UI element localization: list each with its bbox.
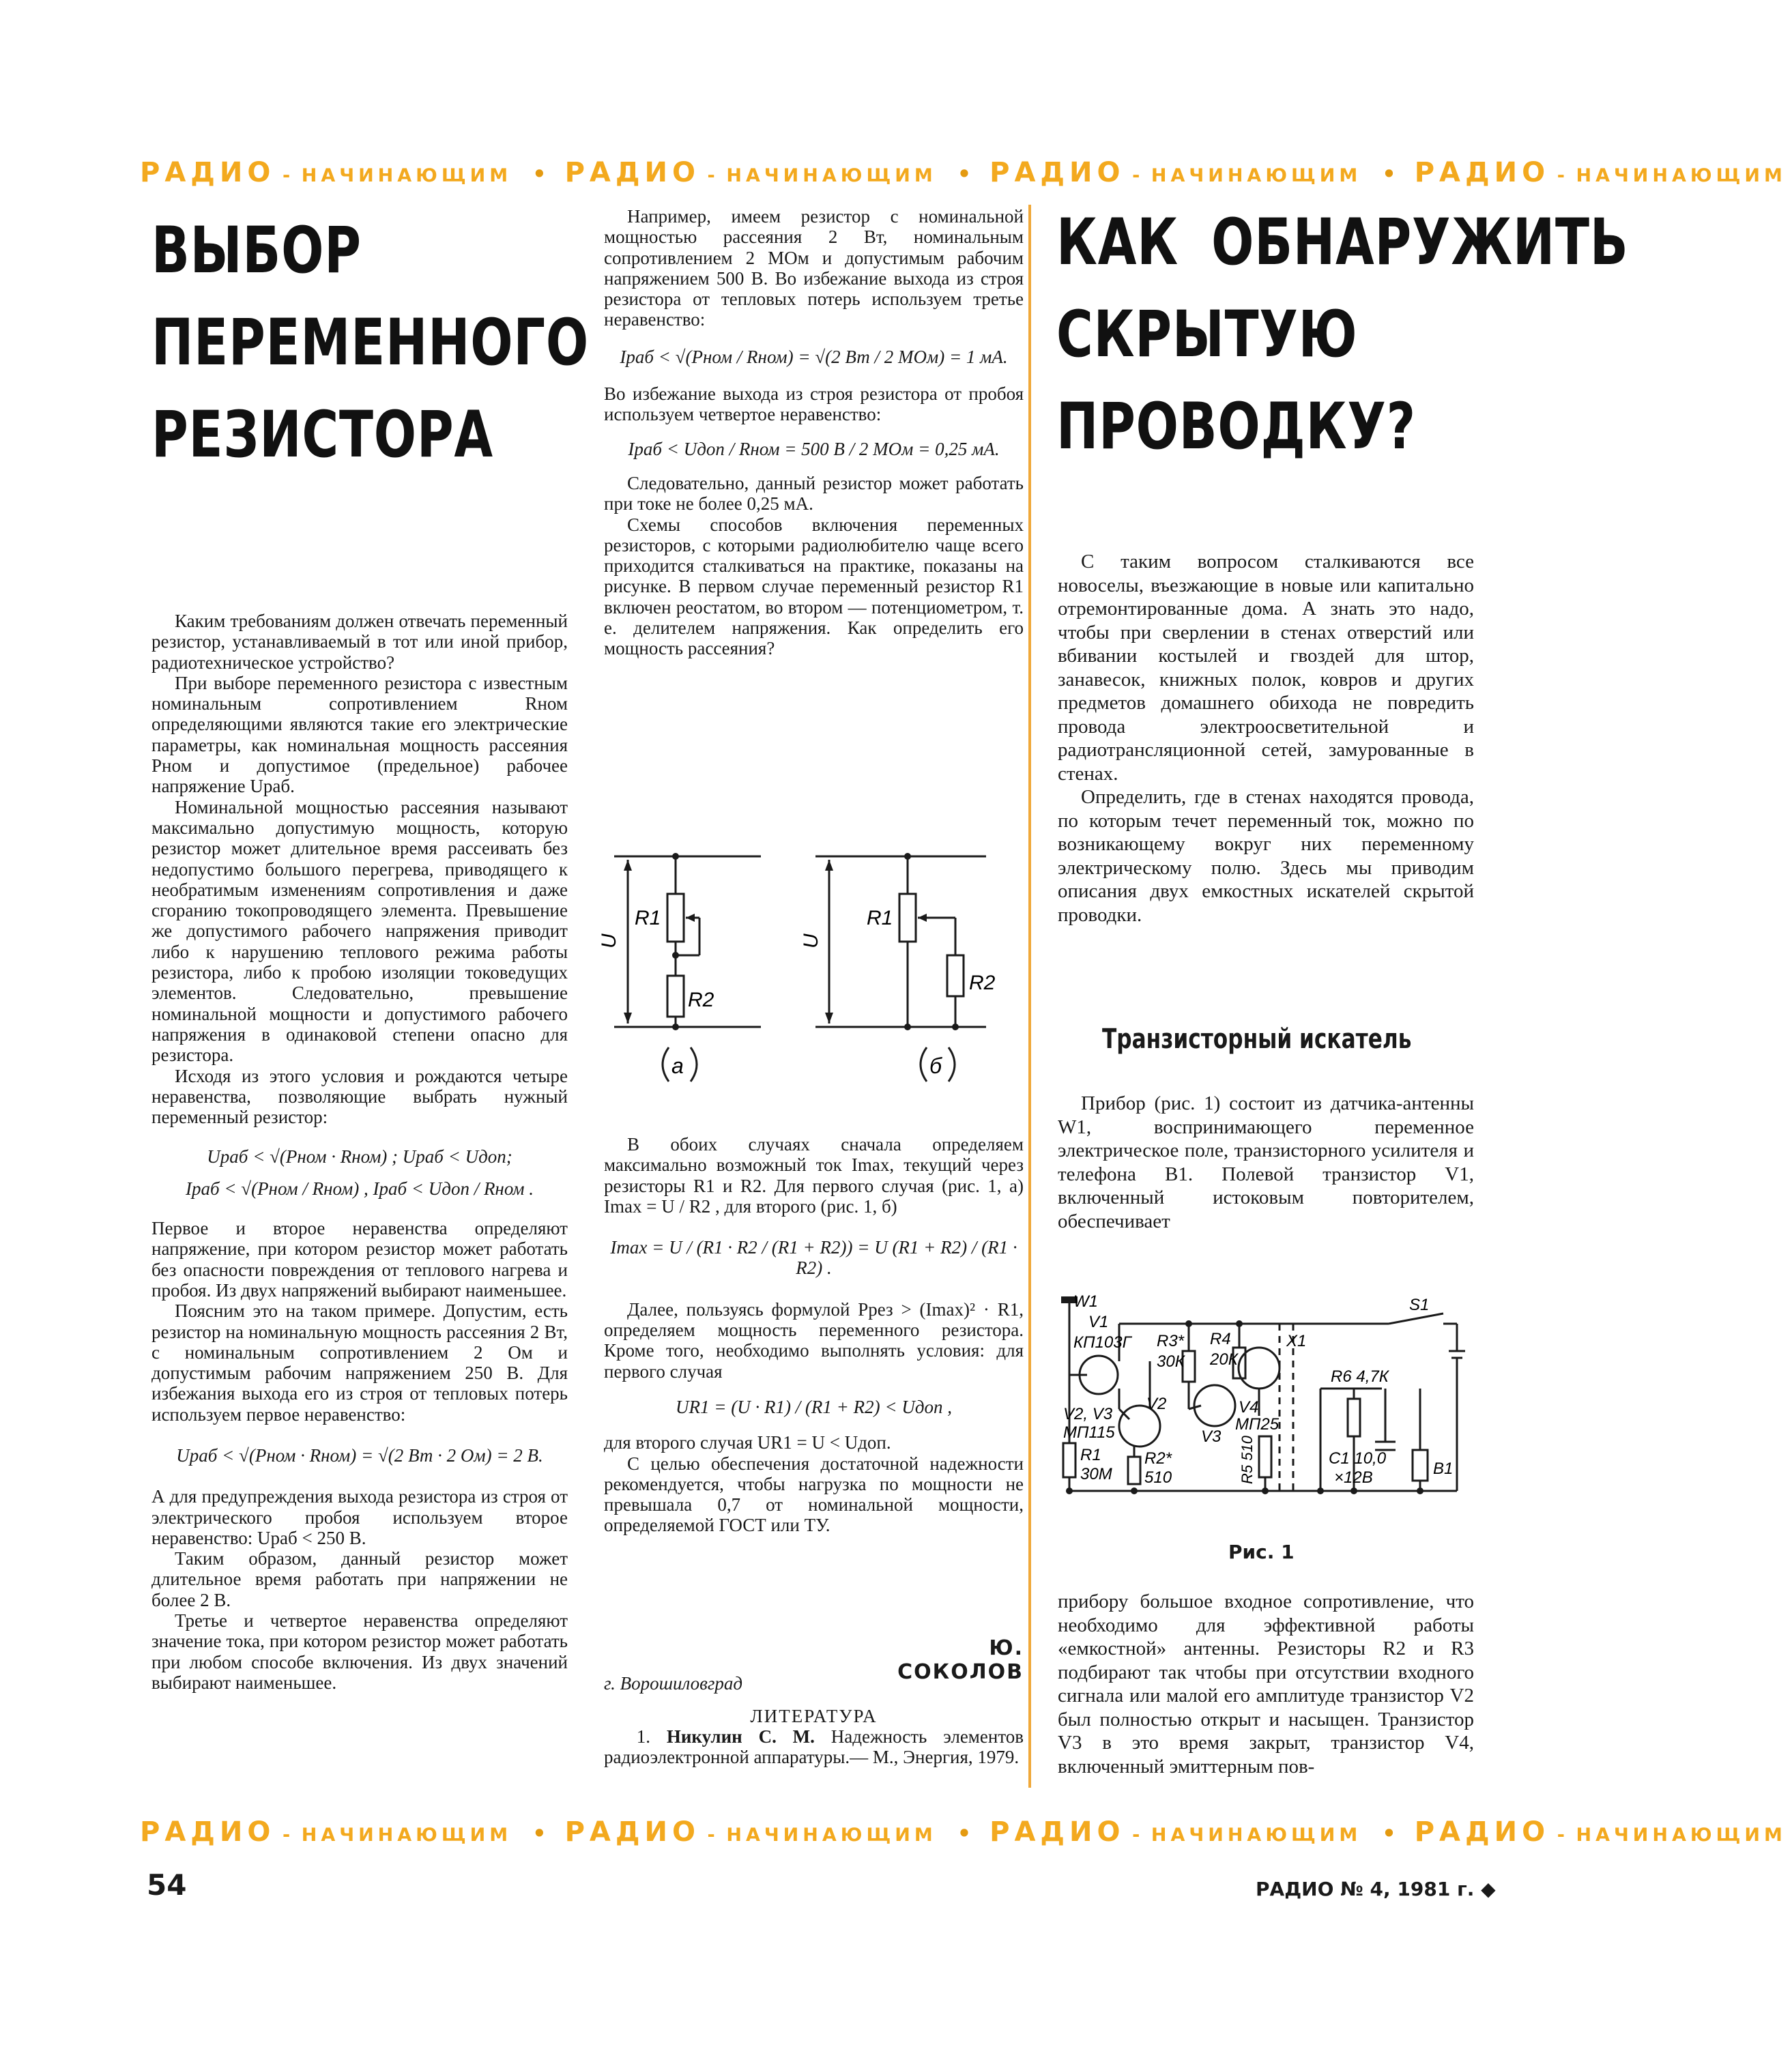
banner-beginners: НАЧИНАЮЩИМ	[301, 165, 512, 186]
bottom-banner: РАДИО - НАЧИНАЮЩИМ • РАДИО - НАЧИНАЮЩИМ • РАДИО - НАЧИНАЮЩИМ • РАДИО - НАЧИНАЮЩИМ	[140, 1816, 1787, 1848]
formula: UR1 = (U · R1) / (R1 + R2) < Uдоп ,	[676, 1396, 952, 1417]
c1-voltage-label: ×12В	[1334, 1468, 1373, 1487]
s1-label: S1	[1409, 1296, 1430, 1314]
paragraph: Первое и второе неравенства определяют напряжение, при котором резистор может работать без опасности повреждения от теплового нагрева и пробоя. Из двух напряжений выбирают наименьшее.	[151, 1218, 568, 1301]
u-label: U	[800, 933, 822, 948]
w1-label: W1	[1073, 1292, 1098, 1311]
paragraph: Во избежание выхода из строя резистора от пробоя используем четвертое неравенство:	[604, 383, 1024, 425]
paragraph: Схемы способов включения переменных резисторов, с которыми радиолюбителю чаще всего приходится сталкиваться на практике, показаны на рисунке. В первом случае переменный резистор R1 включен реостатом, во втором — потенциометром, т. е. делителем напряжения. Как определить его мощность рассеяния?	[604, 514, 1024, 659]
r4-value-label: 20К	[1210, 1350, 1238, 1369]
literature-heading: ЛИТЕРАТУРА	[750, 1706, 878, 1726]
paragraph: При выборе переменного резистора с известным номинальным сопротивлением Rном определяющими являются такие его электрические параметры, как номинальная мощность рассеяния Pном и допустимое (предельное) рабочее напряжение Uраб.	[151, 672, 568, 797]
banner-beginners: НАЧИНАЮЩИМ	[726, 165, 937, 186]
title-line: ПРОВОДКУ?	[1056, 390, 1416, 464]
formula: Imax = U / (R1 · R2 / (R1 + R2)) = U (R1 + R2) / (R1 · R2) .	[610, 1237, 1017, 1279]
paragraph: Каким требованиям должен отвечать переменный резистор, устанавливаемый в тот или иной прибор, радиотехническое устройство?	[151, 611, 568, 673]
v4-label: V4	[1239, 1398, 1259, 1417]
v2-v3-label: V2, V3	[1063, 1405, 1113, 1423]
r1-label: R1	[1080, 1446, 1101, 1464]
paragraph: С таким вопросом сталкиваются все новоселы, въезжающие в новые или капитально отремонтированные дома. А знать это надо, чтобы при сверлении в стенах отверстий или вбивании костылей и гвоздей для штор, занавесок, книжных полок, ковров и других предметов домашнего обихода не повредить провода электроосветительной и радиотрансляционной сетей, замурованные в стенах.	[1058, 551, 1474, 785]
fig-b-label: б	[929, 1054, 942, 1078]
paragraph: прибору большое входное сопротивление, что необходимо для эффективной работы «емкостной» антенны. Резисторы R2 и R3 подбирают так чтобы при отсутствии входного сигнала или малой его амплитуде транзистор V2 был полностью открыт и насыщен. Транзистор V3 в это время закрыт, транзистор V4, включенный эмиттерным пов-	[1058, 1591, 1474, 1777]
r2-label: R2	[969, 972, 996, 994]
author: Ю. СОКОЛОВ	[897, 1636, 1024, 1684]
literature-item	[604, 1726, 1024, 1767]
banner-beginners: НАЧИНАЮЩИМ	[301, 1825, 512, 1846]
banner-radio: РАДИО	[1414, 1816, 1550, 1848]
banner-beginners: НАЧИНАЮЩИМ	[1151, 1825, 1362, 1846]
title-line: ПЕРЕМЕННОГО	[151, 306, 590, 380]
banner-radio: РАДИО	[989, 157, 1125, 188]
v4-type-label: МП25	[1235, 1415, 1280, 1434]
title-line: СКРЫТУЮ	[1056, 297, 1358, 372]
x1-label: X1	[1286, 1332, 1307, 1350]
v3-label: V3	[1201, 1427, 1222, 1446]
paragraph: Номинальной мощностью рассеяния называют максимально допустимую мощность, которую резистор может длительное время рассеивать без недопустимо большого перегрева, приводящего к необратимым изменениям сопротивления и даже сгоранию токопроводящего элемента. Превышение же допустимого рабочего напряжения приводит либо к нарушению теплового режима работы резистора, либо к пробою изоляции токоведущих элементов. Следовательно, превышение номинальной мощности и допустимого рабочего напряжения в одинаковой степени опасно для резистора.	[151, 796, 568, 1066]
r1-label: R1	[635, 907, 661, 929]
right-article-body-1	[1058, 1092, 1474, 1233]
banner-radio: РАДИО	[564, 157, 700, 188]
paragraph: Третье и четвертое неравенства определяют значение тока, при котором резистор может работать при любом способе включения. Из двух значений выбирают наименьшее.	[151, 1610, 568, 1693]
r2-value-label: 510	[1144, 1468, 1172, 1487]
paragraph: В обоих случаях сначала определяем максимально возможный ток Imax, текущий через резисторы R1 и R2. Для первого случая (рис. 1, а) Imax = U / R2 , для второго (рис. 1, б)	[604, 1134, 1024, 1217]
banner-dot: •	[532, 161, 550, 187]
literature-number: 1.	[636, 1726, 650, 1747]
banner-beginners: НАЧИНАЮЩИМ	[726, 1825, 937, 1846]
paragraph: Следовательно, данный резистор может работать при токе не более 0,25 мА.	[604, 472, 1024, 514]
paragraph: Таким образом, данный резистор может длительное время работать при напряжении не более 2 В.	[151, 1548, 568, 1610]
literature-author: Никулин С. М.	[666, 1726, 815, 1747]
banner-radio: РАДИО	[140, 1816, 276, 1848]
r3-label: R3*	[1157, 1332, 1185, 1350]
left-article-column-2-lower	[604, 1134, 1024, 1536]
title-line: КАК ОБНАРУЖИТЬ	[1056, 205, 1629, 280]
right-article-title	[1056, 197, 1629, 473]
r5-label: R5 510	[1239, 1436, 1256, 1484]
paragraph: Поясним это на таком примере. Допустим, есть резистор на номинальную мощность рассеяния 2 Вт, с номинальным сопротивлением 2 Ом и допустимым рабочим напряжением 250 В. Для избежания выхода его из строя от тепловых потерь используем первое неравенство:	[151, 1301, 568, 1425]
paragraph: Далее, пользуясь формулой Pрез > (Imax)² · R1, определяем мощность переменного резистора. Кроме того, необходимо выполнять условия: для первого случая	[604, 1298, 1024, 1382]
b1-label: B1	[1433, 1460, 1454, 1478]
banner-dot: •	[957, 161, 975, 187]
banner-radio: РАДИО	[140, 157, 276, 188]
banner-beginners: НАЧИНАЮЩИМ	[1576, 1825, 1787, 1846]
formula: Iраб < √(Pном / Rном) = √(2 Вт / 2 МОм) = 1 мА.	[620, 346, 1008, 367]
banner-dot: •	[957, 1820, 975, 1846]
banner-radio: РАДИО	[1414, 157, 1550, 188]
title-line: РЕЗИСТОРА	[151, 398, 493, 472]
paragraph: Исходя из этого условия и рождаются четыре неравенства, позволяющие выбрать нужный переменный резистор:	[151, 1065, 568, 1128]
column-divider	[1028, 205, 1031, 1788]
formula: Iраб < √(Pном / Rном) , Iраб < Uдоп / Rном .	[185, 1178, 534, 1199]
formula: Uраб < √(Pном · Rном) ; Uраб < Uдоп;	[207, 1146, 512, 1167]
v2-v3-type-label: МП115	[1063, 1423, 1115, 1442]
paragraph: для второго случая UR1 = U < Uдоп.	[604, 1432, 891, 1453]
paragraph: А для предупреждения выхода резистора из строя от электрического пробоя используем второе неравенство: Uраб < 250 В.	[151, 1486, 568, 1548]
formula: Uраб < √(Pном · Rном) = √(2 Вт · 2 Ом) = 2 В.	[176, 1444, 543, 1466]
literature-title: Надежность элементов радиоэлектронной аппаратуры.— М., Энергия, 1979.	[604, 1726, 1024, 1767]
v2-label: V2	[1146, 1395, 1167, 1413]
banner-dot: •	[532, 1820, 550, 1846]
u-label: U	[598, 933, 620, 948]
page-number: 54	[147, 1868, 187, 1902]
r4-label: R4	[1210, 1330, 1231, 1348]
banner-dot: •	[1382, 161, 1400, 187]
banner-beginners: НАЧИНАЮЩИМ	[1576, 165, 1787, 186]
left-article-title	[151, 205, 589, 481]
paragraph: Например, имеем резистор с номинальной мощностью рассеяния 2 Вт, номинальным сопротивлением 2 МОм и допустимым рабочим напряжением 500 В. Во избежание выхода из строя резистора от тепловых потерь используем третье неравенство:	[604, 206, 1024, 330]
fig-a-label: а	[671, 1054, 684, 1078]
r3-value-label: 30К	[1157, 1352, 1185, 1371]
banner-radio: РАДИО	[564, 1816, 700, 1848]
r6-label: R6 4,7К	[1331, 1367, 1389, 1386]
r1-label: R1	[867, 907, 893, 929]
city: г. Ворошиловград	[604, 1673, 743, 1694]
v1-type-label: КП103Г	[1073, 1333, 1131, 1352]
transistor-finder-schematic	[1061, 1286, 1474, 1532]
subheading: Транзисторный искатель	[1102, 1024, 1412, 1055]
footer-issue: РАДИО № 4, 1981 г. ◆	[1256, 1878, 1496, 1900]
banner-radio: РАДИО	[989, 1816, 1125, 1848]
banner-beginners: НАЧИНАЮЩИМ	[1151, 165, 1362, 186]
figure-caption: Рис. 1	[1228, 1541, 1295, 1563]
v1-label: V1	[1088, 1313, 1109, 1331]
formula: Iраб < Uдоп / Rном = 500 В / 2 МОм = 0,25 мА.	[628, 438, 1000, 459]
r1-value-label: 30М	[1080, 1465, 1112, 1483]
banner-dot: •	[1382, 1820, 1400, 1846]
resistor-circuits-figure	[598, 846, 1024, 1099]
r2-label: R2*	[1144, 1449, 1172, 1468]
right-article-body-2	[1058, 1590, 1474, 1778]
left-article-column-1	[151, 611, 568, 1693]
right-article-intro	[1058, 550, 1474, 927]
top-banner: РАДИО - НАЧИНАЮЩИМ • РАДИО - НАЧИНАЮЩИМ • РАДИО - НАЧИНАЮЩИМ • РАДИО - НАЧИНАЮЩИМ	[140, 157, 1787, 188]
title-line: ВЫБОР	[151, 214, 362, 288]
paragraph: С целью обеспечения достаточной надежности рекомендуется, чтобы нагрузка по мощности не превышала 0,7 от номинальной мощности, определяемой ГОСТ или ТУ.	[604, 1453, 1024, 1536]
r2-label: R2	[688, 989, 714, 1011]
c1-label: C1 10,0	[1329, 1449, 1387, 1468]
left-article-column-2	[604, 206, 1024, 659]
paragraph: Определить, где в стенах находятся провода, по которым течет переменный ток, можно по возникающему вокруг них переменному электрическому полю. Здесь мы приводим описания двух емкостных искателей скрытой проводки.	[1058, 786, 1474, 926]
paragraph: Прибор (рис. 1) состоит из датчика-антенны W1, воспринимающего переменное электрическое поле, транзисторного усилителя и телефона B1. Полевой транзистор V1, включенный истоковым повторителем, обеспечивает	[1058, 1092, 1474, 1232]
